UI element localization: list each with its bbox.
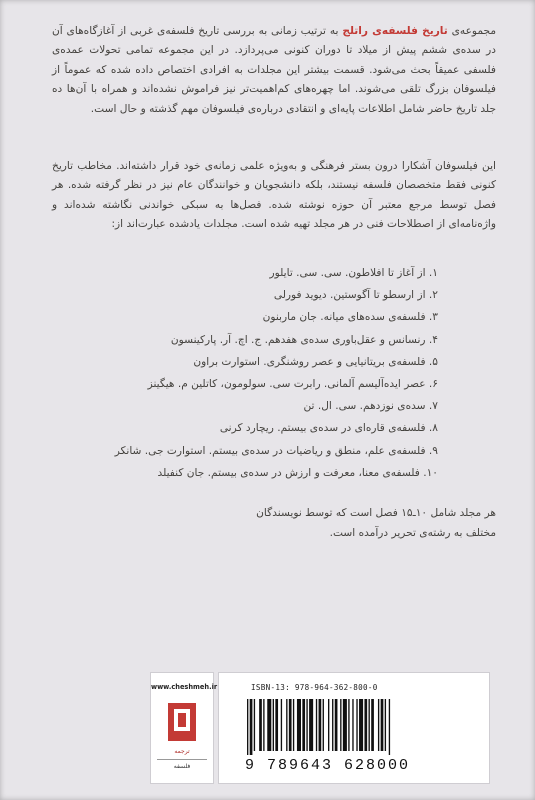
publisher-box	[150, 672, 218, 784]
barcode-box	[218, 672, 490, 784]
barcode-icon	[247, 699, 477, 755]
list-item: ۵. فلسفه‌ی بریتانیایی و عصر روشنگری. استوارت براون	[193, 355, 438, 368]
publisher-imprint: ترجمه	[174, 748, 190, 755]
list-item: ۱۰. فلسفه‌ی معنا، معرفت و ارزش در سده‌ی بیستم. جان کنفیلد	[157, 466, 438, 479]
list-item: ۷. سده‌ی نوزدهم. سی. ال. تن	[303, 400, 438, 413]
divider	[157, 759, 207, 760]
list-item: ۳. فلسفه‌ی سده‌های میانه. جان ماربنون	[262, 311, 438, 324]
isbn-label: ISBN-13: 978-964-362-800-0	[251, 683, 378, 692]
intro-prefix: مجموعه‌ی	[451, 25, 497, 37]
intro-body: به ترتیب زمانی به بررسی تاریخ فلسفه‌ی غربی از آغازگاه‌های آن در سده‌ی ششم پیش از میلاد تا دوران کنونی می‌پردازد. در این مجموعه تمامی تحولات عمده‌ی فلسفی عمیقاً بحث می‌شود. قسمت بیشتر این مجلدات به افرادی اختصاص داده شده که عموماً از فیلسوفان بزرگ تلقی می‌شوند. اما چهره‌های کم‌اهمیت‌تر نیز فراموش نشده‌اند و همراه با آن‌ها ده جلد تاریخ حاضر شامل اطلاعات پایه‌ای و انتقادی درباره‌ی فیلسوفان مهم گذشته و حال است.	[52, 25, 496, 115]
publisher-logo-icon	[164, 699, 200, 743]
subject-label: فلسفه	[173, 763, 191, 770]
closing-paragraph: هر مجلد شامل ۱۰ـ۱۵ فصل است که توسط نویسندگان مختلف به رشته‌ی تحریر درآمده است.	[256, 507, 496, 539]
barcode-digits: 9 789643 628000	[245, 757, 411, 774]
series-title: تاریخ فلسفه‌ی راتلج	[342, 25, 448, 37]
publisher-website: www.cheshmeh.ir	[151, 683, 218, 691]
intro-paragraph	[52, 22, 496, 119]
list-item: ۱. از آغاز تا افلاطون. سی. سی. تایلور	[269, 267, 438, 279]
list-item: ۶. عصر ایده‌آلیسم آلمانی. رابرت سی. سولومون، کاتلین م. هیگینز	[147, 377, 438, 390]
list-item: ۴. رنسانس و عقل‌باوری سده‌ی هفدهم. ج. اچ. آر. پارکینسون	[170, 333, 438, 346]
second-paragraph: این فیلسوفان آشکارا درون بستر فرهنگی و به‌ویژه علمی زمانه‌ی خود قرار داشته‌اند. مخاطب تاریخ کنونی فقط متخصصان فلسفه نیستند، بلکه دانشجویان و خوانندگان عام نیز در نظر گرفته شده. هر فصل توسط مرجع معتبر آن حوزه نوشته شده. فصل‌ها به سبکی خواندنی نگاشته شده‌اند و واژه‌نامه‌ای از اصطلاحات فنی در هر مجلد تهیه شده است. مجلدات یادشده عبارت‌اند از:	[52, 160, 496, 231]
list-item: ۲. از ارسطو تا آگوستین. دیوید فورلی	[273, 289, 438, 302]
list-item: ۸. فلسفه‌ی قاره‌ای در سده‌ی بیستم. ریچارد کرنی	[219, 422, 438, 435]
volume-list	[96, 262, 438, 484]
list-item: ۹. فلسفه‌ی علم، منطق و ریاضیات در سده‌ی بیستم. استوارت جی. شانکر	[114, 444, 438, 457]
